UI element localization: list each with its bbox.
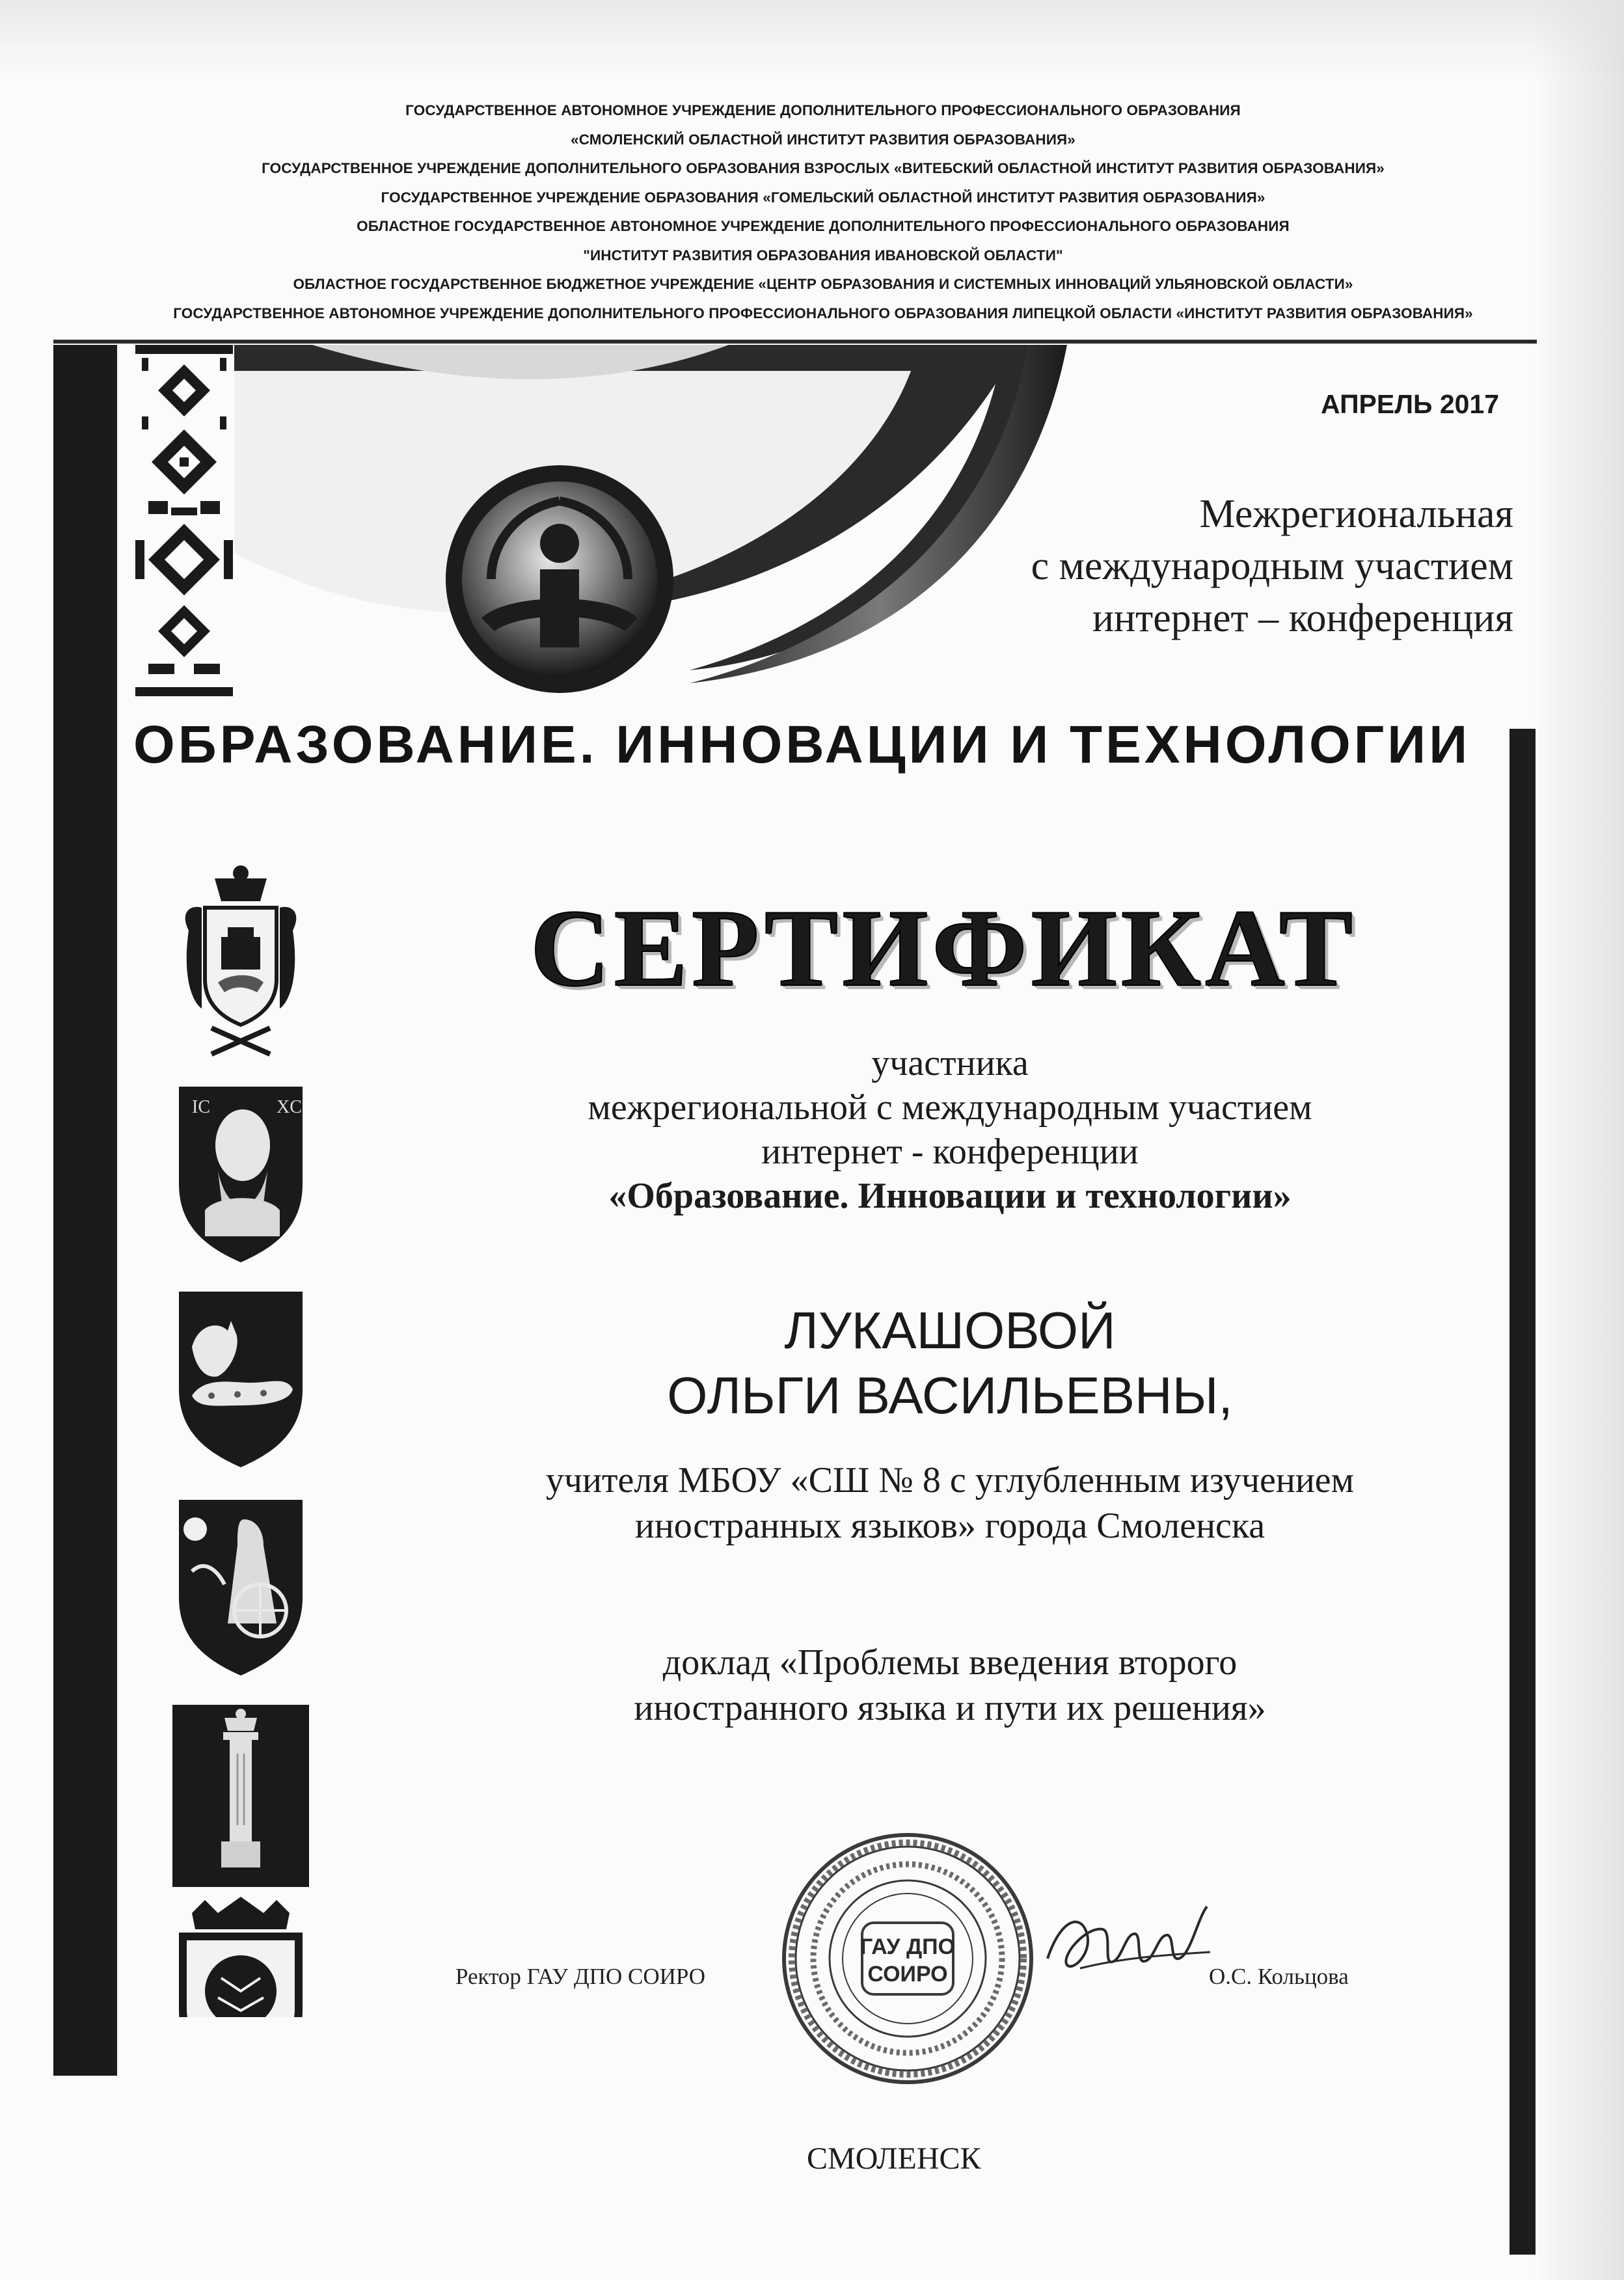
- coat-of-arms-lynx-icon: [179, 1292, 303, 1467]
- recipient-position: [364, 1458, 1536, 1549]
- participation-statement: [364, 1041, 1536, 1218]
- coat-of-arms-spinner-icon: [179, 1500, 303, 1676]
- intro-line: межрегиональной с международным участием: [588, 1087, 1312, 1128]
- report-line: доклад «Проблемы введения второго: [662, 1642, 1238, 1683]
- banner-top-rule: [53, 340, 1537, 344]
- belarusian-ornament-icon: [135, 345, 233, 696]
- organizations-header: [98, 96, 1549, 328]
- city-name: СМОЛЕНСК: [807, 2141, 981, 2176]
- conference-name: «Образование. Инновации и технологии»: [608, 1176, 1292, 1216]
- organization-line: «СМОЛЕНСКИЙ ОБЛАСТНОЙ ИНСТИТУТ РАЗВИТИЯ ОБРАЗОВАНИЯ»: [571, 131, 1076, 148]
- organization-line: ОБЛАСТНОЕ ГОСУДАРСТВЕННОЕ АВТОНОМНОЕ УЧРЕЖДЕНИЕ ДОПОЛНИТЕЛЬНОГО ПРОФЕССИОНАЛЬНОГО ОБРАЗОВАНИЯ: [357, 218, 1290, 234]
- organization-line: "ИНСТИТУТ РАЗВИТИЯ ОБРАЗОВАНИЯ ИВАНОВСКОЙ ОБЛАСТИ": [583, 247, 1063, 264]
- certificate-title: СЕРТИФИКАТ: [530, 887, 1357, 1009]
- round-seal-icon: [778, 1828, 1038, 2089]
- report-line: иностранного языка и пути их решения»: [634, 1688, 1266, 1728]
- coat-of-arms-column: [166, 859, 316, 2017]
- coat-of-arms-saint-icon: [179, 1087, 303, 1262]
- organization-line: ГОСУДАРСТВЕННОЕ АВТОНОМНОЕ УЧРЕЖДЕНИЕ ДОПОЛНИТЕЛЬНОГО ПРОФЕССИОНАЛЬНОГО ОБРАЗОВАНИЯ ЛИПЕЦКОЙ ОБЛАСТИ «ИНСТИТУТ РАЗВИТИЯ ОБРАЗОВАНИЯ»: [173, 305, 1473, 321]
- report-title: [364, 1640, 1536, 1731]
- conference-type-line: Межрегиональная: [1199, 492, 1513, 536]
- conference-type-line: интернет – конференция: [1092, 596, 1513, 640]
- recipient-given-names: ОЛЬГИ ВАСИЛЬЕВНЫ,: [667, 1366, 1233, 1424]
- svg-text:IC: IC: [192, 1097, 210, 1117]
- coat-of-arms-tree-icon: [179, 1897, 303, 2017]
- position-line: учителя МБОУ «СШ № 8 с углубленным изучением: [545, 1460, 1355, 1500]
- coat-of-arms-column-icon: [172, 1705, 309, 1887]
- intro-line: участника: [871, 1043, 1029, 1083]
- conference-type-line: с международным участием: [1031, 544, 1513, 588]
- organization-line: ГОСУДАРСТВЕННОЕ УЧРЕЖДЕНИЕ ОБРАЗОВАНИЯ «ГОМЕЛЬСКИЙ ОБЛАСТНОЙ ИНСТИТУТ РАЗВИТИЯ ОБРАЗОВАНИЯ»: [381, 189, 1265, 206]
- scan-shadow-right: [1533, 0, 1624, 2280]
- recipient-surname: ЛУКАШОВОЙ: [784, 1301, 1116, 1359]
- conference-headline: ОБРАЗОВАНИЕ. ИННОВАЦИИ И ТЕХНОЛОГИИ: [133, 715, 1471, 774]
- signature-icon: [1041, 1893, 1223, 1991]
- scan-shadow-top: [0, 0, 1624, 78]
- left-frame-bar: [53, 345, 117, 2076]
- position-line: иностранных языков» города Смоленска: [634, 1506, 1265, 1546]
- organization-line: ГОСУДАРСТВЕННОЕ АВТОНОМНОЕ УЧРЕЖДЕНИЕ ДОПОЛНИТЕЛЬНОГО ПРОФЕССИОНАЛЬНОГО ОБРАЗОВАНИЯ: [405, 102, 1241, 118]
- recipient-name: [364, 1298, 1536, 1428]
- stamp-center-line: СОИРО: [867, 1962, 948, 1987]
- smolensk-region-coat-of-arms-icon: [185, 865, 297, 1054]
- conference-type: [798, 488, 1513, 644]
- intro-line: интернет - конференции: [761, 1132, 1139, 1172]
- signer-name: О.С. Кольцова: [1209, 1964, 1349, 1989]
- organization-line: ГОСУДАРСТВЕННОЕ УЧРЕЖДЕНИЕ ДОПОЛНИТЕЛЬНОГО ОБРАЗОВАНИЯ ВЗРОСЛЫХ «ВИТЕБСКИЙ ОБЛАСТНОЙ ИНСТИТУТ РАЗВИТИЯ ОБРАЗОВАНИЯ»: [262, 160, 1385, 176]
- organization-line: ОБЛАСТНОЕ ГОСУДАРСТВЕННОЕ БЮДЖЕТНОЕ УЧРЕЖДЕНИЕ «ЦЕНТР ОБРАЗОВАНИЯ И СИСТЕМНЫХ ИННОВАЦИЙ УЛЬЯНОВСКОЙ ОБЛАСТИ»: [293, 276, 1353, 292]
- conference-date: АПРЕЛЬ 2017: [1321, 389, 1500, 419]
- svg-text:XC: XC: [277, 1097, 302, 1117]
- stamp-center-line: ГАУ ДПО: [859, 1934, 956, 1959]
- rector-label: Ректор ГАУ ДПО СОИРО: [455, 1964, 706, 1989]
